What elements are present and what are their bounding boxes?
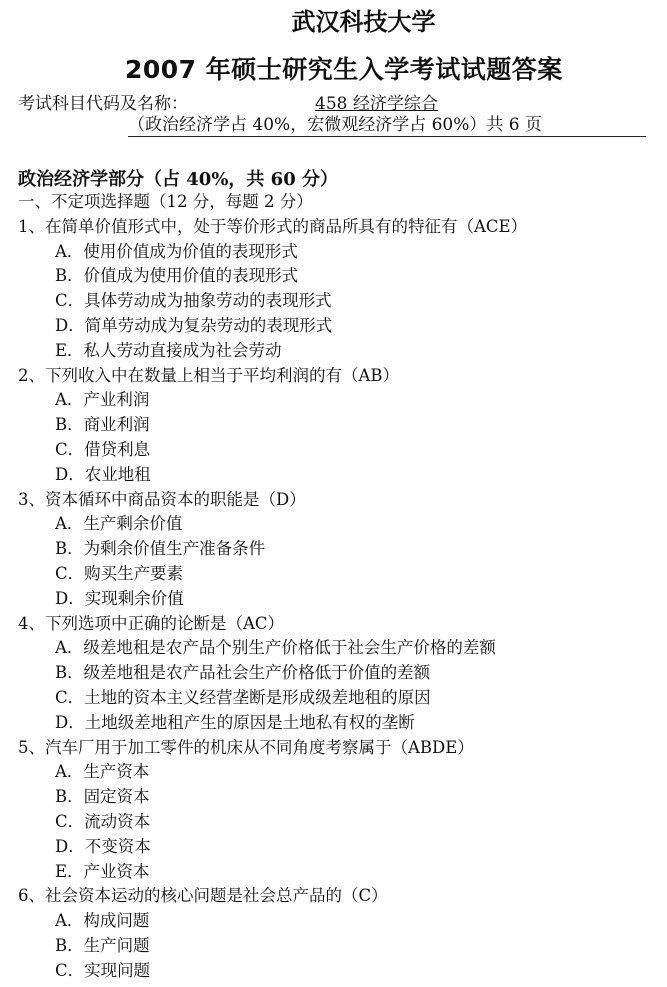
question-option: A．生产资本 (55, 762, 150, 782)
question-option: C．借贷利息 (55, 439, 151, 459)
university-title: 武汉科技大学 (291, 8, 436, 36)
question-option: B．价值成为使用价值的表现形式 (55, 266, 299, 286)
question-list (18, 190, 658, 984)
subject-note: （政治经济学占 40%，宏微观经济学占 60%）共 6 页 (128, 114, 646, 137)
subject-code: 458 经济学综合 (315, 94, 438, 114)
question-option: D．简单劳动成为复杂劳动的表现形式 (55, 315, 333, 335)
question-option: B．固定资本 (55, 787, 150, 807)
question-option: E．产业资本 (55, 861, 150, 881)
question-option: D．土地级差地租产生的原因是土地私有权的垄断 (55, 712, 415, 732)
question-option: A．使用价值成为价值的表现形式 (55, 241, 298, 261)
question-option: A．级差地租是农产品个别生产价格低于社会生产价格的差额 (55, 638, 496, 658)
question-option: D．农业地租 (55, 464, 151, 484)
part-heading: 一、不定项选择题（12 分，每题 2 分） (18, 192, 313, 211)
question-option: E．私人劳动直接成为社会劳动 (55, 340, 282, 360)
question-stem: 6、社会资本运动的核心问题是社会总产品的（C） (18, 886, 388, 906)
question-option: C．土地的资本主义经营垄断是形成级差地租的原因 (55, 687, 431, 707)
question-option: B．为剩余价值生产准备条件 (55, 539, 266, 559)
question-option: A．构成问题 (55, 911, 150, 931)
question-option: C．具体劳动成为抽象劳动的表现形式 (55, 291, 332, 311)
question-option: D．实现剩余价值 (55, 588, 184, 608)
question-stem: 4、下列选项中正确的论断是（AC） (18, 613, 285, 633)
subject-label: 考试科目代码及名称： (18, 94, 188, 114)
question-option: C．实现问题 (55, 960, 151, 980)
question-option: C．流动资本 (55, 811, 151, 831)
question-stem: 2、下列收入中在数量上相当于平均利润的有（AB） (18, 365, 400, 385)
question-stem: 1、在简单价值形式中，处于等价形式的商品所具有的特征有（ACE） (18, 216, 528, 236)
question-option: B．级差地租是农产品社会生产价格低于价值的差额 (55, 663, 431, 683)
section-title: 政治经济学部分（占 40%，共 60 分） (18, 169, 338, 190)
question-stem: 3、资本循环中商品资本的职能是（D） (18, 489, 306, 509)
question-option: B．生产问题 (55, 935, 150, 955)
question-option: A．产业利润 (55, 390, 150, 410)
question-option: A．生产剩余价值 (55, 514, 183, 534)
question-stem: 5、汽车厂用于加工零件的机床从不同角度考察属于（ABDE） (18, 737, 474, 757)
question-option: B．商业利润 (55, 415, 150, 435)
question-option: C．购买生产要素 (55, 563, 184, 583)
subject-line (18, 89, 438, 114)
question-option: D．不变资本 (55, 836, 151, 856)
exam-title: 2007 年硕士研究生入学考试试题答案 (125, 55, 563, 84)
